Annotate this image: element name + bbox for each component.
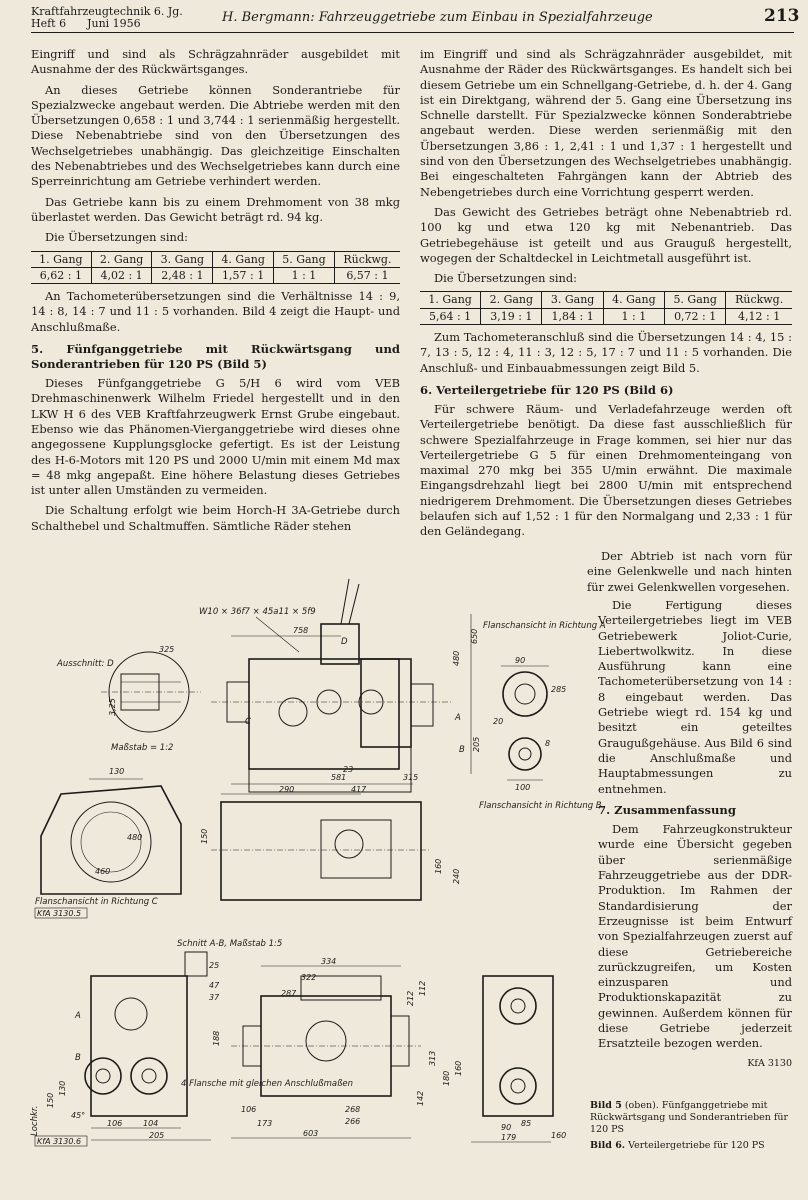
shift-lever-top — [335, 830, 363, 858]
right-column — [420, 47, 792, 545]
drawing-bild-5 — [31, 574, 606, 920]
dim-label: 179 — [501, 1133, 517, 1142]
dim-label: 603 — [303, 1129, 319, 1138]
table-header: 3. Gang — [152, 251, 213, 267]
label-schnitt: Schnitt A-B, Maßstab 1:5 — [177, 939, 283, 949]
dim-label: 180 — [442, 1070, 451, 1086]
dim-label: 142 — [416, 1090, 425, 1106]
table-cell: 1 : 1 — [603, 308, 664, 324]
input-flange — [115, 998, 147, 1030]
dim-label: 25 — [209, 961, 220, 970]
dim-label: 8 — [545, 739, 551, 748]
flange-a-hub — [515, 684, 535, 704]
table-cell: 6,57 : 1 — [334, 267, 400, 283]
paragraph: Das Gewicht des Getriebes beträgt ohne Nebenabtrieb rd. 100 kg und etwa 120 kg mit Nebenantrieb. Das Getriebegehäuse ist geteilt und aus Grauguß hergestellt, wogegen der Schaltdeckel in Leichtmetall ausgeführt ist. — [420, 204, 792, 265]
label-d: D — [341, 637, 348, 647]
dim-label: 322 — [301, 973, 317, 982]
page-header — [0, 0, 808, 34]
side-column-middle — [598, 598, 792, 1071]
table-header: 4. Gang — [603, 292, 664, 308]
paragraph: Die Fertigung dieses Verteilergetriebes liegt im VEB Getriebewerk Joliot-Curie, Liebertwolkwitz. In diese Ausführung kann eine Tachometerübersetzung von 14 : 8 eingebaut werden. Das Getriebe wiegt rd. 154 kg und besitzt ein geteiltes Graugußgehäuse. Aus Bild 6 sind die Anschlußmaße und Hauptabmessungen zu entnehmen. — [598, 598, 792, 796]
dim-label: 205 — [149, 1131, 165, 1140]
table-cell: 1,84 : 1 — [542, 308, 603, 324]
caption-text: Verteilergetriebe für 120 PS — [628, 1140, 765, 1151]
gear — [306, 1021, 346, 1061]
paragraph: Eingriff und sind als Schrägzahnräder ausgebildet mit Ausnahme der des Rückwärtsganges. — [31, 47, 400, 77]
dim-label: 90 — [515, 656, 526, 665]
table-cell: 3,19 : 1 — [481, 308, 542, 324]
drawing-bild-6 — [31, 936, 587, 1148]
paragraph: An Tachometerübersetzungen sind die Verhältnisse 14 : 9, 14 : 8, 14 : 7 und 11 : 5 vorhanden. Bild 4 zeigt die Haupt- und Anschlußmaße. — [31, 289, 400, 334]
dim-label: 460 — [95, 867, 111, 876]
table-header: 3. Gang — [542, 292, 603, 308]
label-view-b: Flanschansicht in Richtung B — [479, 801, 602, 811]
dim-label: 758 — [293, 626, 309, 635]
dim-label: 104 — [143, 1119, 159, 1128]
figure-code: KfA 3130.5 — [37, 909, 82, 918]
flange-left-hub — [96, 1069, 110, 1083]
paragraph: Dem Fahrzeugkonstrukteur wurde eine Übersicht gegeben über serienmäßige Fahrzeuggetriebe aus der DDR-Produktion. Im Rahmen der Standardisierung der Erzeugnisse ist beim Entwurf von Spezialfahrzeugen zuerst auf diese Getriebereiche zurückzugreifen, um Kosten einzusparen und Produktionskapazität zu gewinnen. Außerdem können für diese Getriebe jederzeit Ersatzteile bezogen werden. — [598, 822, 792, 1051]
flange-b-hub — [519, 748, 531, 760]
section-heading-7: 7. Zusammenfassung — [598, 802, 736, 817]
journal-line-2: Heft 6 Juni 1956 — [31, 17, 141, 30]
ratio-table-1 — [31, 251, 400, 285]
shift-lever — [341, 579, 349, 624]
output-flange — [411, 684, 433, 726]
label-c: C — [245, 717, 251, 727]
label-vier-flansche: 4 Flansche mit gleichen Anschlußmaßen — [181, 1079, 354, 1089]
dim-label: 285 — [551, 685, 567, 694]
dim-label: 106 — [107, 1119, 123, 1128]
table-cell: 4,02 : 1 — [91, 267, 152, 283]
flange-bore-inner — [81, 812, 141, 872]
label-massstab: Maßstab = 1:2 — [111, 743, 174, 753]
dim-label: 650 — [470, 628, 479, 644]
dim-label: 112 — [418, 980, 427, 996]
dim-label: 150 — [200, 828, 209, 844]
table-cell: 1 : 1 — [274, 267, 335, 283]
paragraph: Das Getriebe kann bis zu einem Drehmoment von 38 mkg überlastet werden. Das Gewicht beträgt rd. 94 kg. — [31, 194, 400, 224]
dim-label: 150 — [46, 1092, 55, 1108]
dim-label: 315 — [403, 773, 419, 782]
shift-cover — [321, 820, 391, 878]
table-header: 5. Gang — [665, 292, 726, 308]
paragraph: Die Schaltung erfolgt wie beim Horch-H 3A-Getriebe durch Schalthebel und Schaltmuffen. Sämtliche Räder stehen — [31, 503, 400, 533]
caption-bild-6 — [590, 1140, 795, 1152]
label-b: B — [75, 1053, 81, 1063]
page-number: 213 — [764, 6, 800, 26]
dim-label: 325 — [159, 645, 175, 654]
dim-label: 23 — [343, 765, 354, 774]
paragraph: Die Übersetzungen sind: — [45, 230, 188, 245]
gearbox-housing-front — [249, 659, 399, 769]
paragraph: im Eingriff und sind als Schrägzahnräder ausgebildet, mit Ausnahme der Räder des Rückwärtsganges. Es handelt sich bei diesem Getriebe um ein Schnellgang-Getriebe, d. h. der 4. Gang ist ein Direktgang, während der 5. Gang eine Übersetzung ins Schnelle darstellt. Für Spezialzwecke können Sonderabtriebe angebaut werden. Diese werden serienmäßig mit den Übersetzungen 3,86 : 1, 2,41 : 1 und 1,37 : 1 hergestellt und sind von den Übersetzungen des Wechselgetriebes unabhängig. Bei eingeschalteten Fahrgängen kann der Abtrieb des Nebengetriebes durch eine Vorrichtung gesperrt werden. — [420, 47, 792, 199]
paragraph: Zum Tachometeranschluß sind die Übersetzungen 14 : 4, 15 : 7, 13 : 5, 12 : 4, 11 : 3, 12 : 5, 17 : 7 und 11 : 5 vorhanden. Die Anschluß- und Einbauabmessungen zeigt Bild 5. — [420, 330, 792, 375]
dim-label: 90 — [501, 1123, 512, 1132]
table-cell: 5,64 : 1 — [420, 308, 481, 324]
label-b: B — [459, 745, 465, 755]
flange-top-hub — [511, 999, 525, 1013]
section-heading-6: 6. Verteilergetriebe für 120 PS (Bild 6) — [420, 382, 674, 397]
running-title: H. Bergmann: Fahrzeuggetriebe zum Einbau in Spezialfahrzeuge — [222, 10, 653, 25]
dim-label: 240 — [452, 868, 461, 884]
left-column — [31, 47, 400, 539]
table-cell: 0,72 : 1 — [665, 308, 726, 324]
flange-b — [509, 738, 541, 770]
caption-bild-5 — [590, 1100, 795, 1136]
dim-label: 188 — [212, 1030, 221, 1046]
dim-label: 3,25 — [108, 698, 117, 716]
paragraph: Die Übersetzungen sind: — [434, 271, 577, 286]
dim-label: 45° — [71, 1111, 86, 1120]
shift-lever — [349, 584, 359, 624]
dim-label: 334 — [321, 957, 337, 966]
flange-bore — [71, 802, 151, 882]
dim-label: 480 — [452, 650, 461, 666]
table-header: Rückwg. — [334, 251, 400, 267]
dim-label: 581 — [331, 773, 347, 782]
flange-right — [131, 1058, 167, 1094]
paragraph: Der Abtrieb ist nach vorn für eine Gelenkwelle und nach hinten für zwei Gelenkwellen vorgesehen. — [587, 549, 792, 594]
dim-label: 480 — [127, 833, 143, 842]
dim-label: 212 — [406, 990, 415, 1006]
table-cell: 2,48 : 1 — [152, 267, 213, 283]
label-view-a: Flanschansicht in Richtung A — [483, 621, 606, 631]
dim-label: 160 — [454, 1060, 463, 1076]
journal-info — [31, 6, 183, 30]
transfer-case-rear-view — [483, 976, 553, 1116]
dim-label: 106 — [241, 1105, 257, 1114]
table-header: 5. Gang — [274, 251, 335, 267]
table-header: 2. Gang — [91, 251, 152, 267]
table-header: 2. Gang — [481, 292, 542, 308]
flange-a — [503, 672, 547, 716]
dim-label: 85 — [521, 1119, 532, 1128]
table-header: 1. Gang — [420, 292, 481, 308]
caption-text: (oben). Fünfganggetriebe mit Rückwärtsgang und Sonderantrieben für 120 PS — [590, 1100, 789, 1135]
table-header: Rückwg. — [726, 292, 792, 308]
paragraph: Dieses Fünfganggetriebe G 5/H 6 wird vom VEB Drehmaschinenwerk Wilhelm Friedel hergestellt und in den LKW H 6 des VEB Kraftfahrzeugwerk Ernst Grube eingebaut. Ebenso wie das Phänomen-Vierganggetriebe wird dieses ohne angegossene Kupplungsglocke gefertigt. Es ist der Leistung des H-6-Motors mit 120 PS und 2000 U/min mit einem Md max = 48 mkg angepaßt. Eine höhere Belastung dieses Getriebes ist unter allen Umständen zu vermeiden. — [31, 376, 400, 498]
dim-label: 268 — [345, 1105, 361, 1114]
dim-label: 287 — [281, 989, 297, 998]
dim-label: 266 — [345, 1117, 361, 1126]
label-spline: W10 × 36f7 × 45a11 × 5f9 — [199, 607, 316, 617]
flange-bottom-hub — [511, 1079, 525, 1093]
dim-label: 20 — [493, 717, 504, 726]
ratio-table-2 — [420, 291, 792, 325]
side-column-top — [587, 549, 792, 599]
table-cell: 4,12 : 1 — [726, 308, 792, 324]
dim-label: 205 — [472, 736, 481, 752]
flange-right-hub — [142, 1069, 156, 1083]
dim-label: 173 — [257, 1119, 273, 1128]
section-heading-5: 5. Fünfganggetriebe mit Rückwärtsgang und Sonderantrieben für 120 PS (Bild 5) — [31, 342, 400, 372]
caption-label: Bild 6. — [590, 1140, 626, 1151]
dim-label: 100 — [515, 783, 531, 792]
dim-label: 417 — [351, 785, 367, 794]
kfa-code: KfA 3130 — [747, 1057, 792, 1069]
gearbox-housing-rear — [361, 659, 411, 747]
dim-label: 47 — [209, 981, 220, 990]
rear-flange — [391, 1016, 409, 1066]
shift-tower — [321, 624, 359, 664]
dim-label: 130 — [109, 767, 125, 776]
transfer-case-end-view — [91, 976, 187, 1116]
table-cell: 1,57 : 1 — [213, 267, 274, 283]
dim-label: 160 — [434, 858, 443, 874]
dim-label: 313 — [428, 1050, 437, 1066]
section-detail — [185, 952, 207, 976]
table-cell: 6,62 : 1 — [31, 267, 91, 283]
flange-top — [500, 988, 536, 1024]
label-ausschnitt: Ausschnitt: D — [57, 659, 114, 669]
figure-code: KfA 3130.6 — [37, 1137, 82, 1146]
table-header: 1. Gang — [31, 251, 91, 267]
dim-label: 160 — [551, 1131, 567, 1140]
paragraph: An dieses Getriebe können Sonderantriebe für Spezialzwecke angebaut werden. Die Abtriebe werden mit den Übersetzungen 0,658 : 1 und 3,744 : 1 serienmäßig hergestellt. Diese Nebenabtriebe sind von den Übersetzungen des Wechselgetriebes unabhängig. Das gleichzeitige Einschalten des Nebenabtriebes und des Wechselgetriebes kann durch eine Sperreinrichtung am Getriebe verhindert werden. — [31, 82, 400, 189]
caption-label: Bild 5 — [590, 1100, 622, 1111]
table-header: 4. Gang — [213, 251, 274, 267]
flange-bottom — [500, 1068, 536, 1104]
label-a: A — [455, 713, 461, 723]
dim-label: 130 — [58, 1080, 67, 1096]
label-a: A — [75, 1011, 81, 1021]
label-lochkr: Lochkr. — [30, 1105, 40, 1136]
dim-label: 37 — [209, 993, 220, 1002]
dim-label: 290 — [279, 785, 295, 794]
paragraph: Für schwere Räum- und Verladefahrzeuge werden oft Verteilergetriebe benötigt. Da diese fast ausschließlich für schwere Spezialfahrzeuge in Frage kommen, sei hier nur das Verteilergetriebe G 5 für einen Drehmomenteingang von maximal 270 mkg bei 355 U/min erwähnt. Die maximale Eingangsdrehzahl liegt bei 2800 U/min mit entsprechend niedrigerem Drehmoment. Die Übersetzungen dieses Getriebes belaufen sich auf 1,52 : 1 für den Normalgang und 2,33 : 1 für den Geländegang. — [420, 401, 792, 539]
header-rule — [31, 32, 794, 33]
journal-line-1: Kraftfahrzeugtechnik 6. Jg. — [31, 5, 183, 18]
label-view-c: Flanschansicht in Richtung C — [35, 897, 158, 907]
